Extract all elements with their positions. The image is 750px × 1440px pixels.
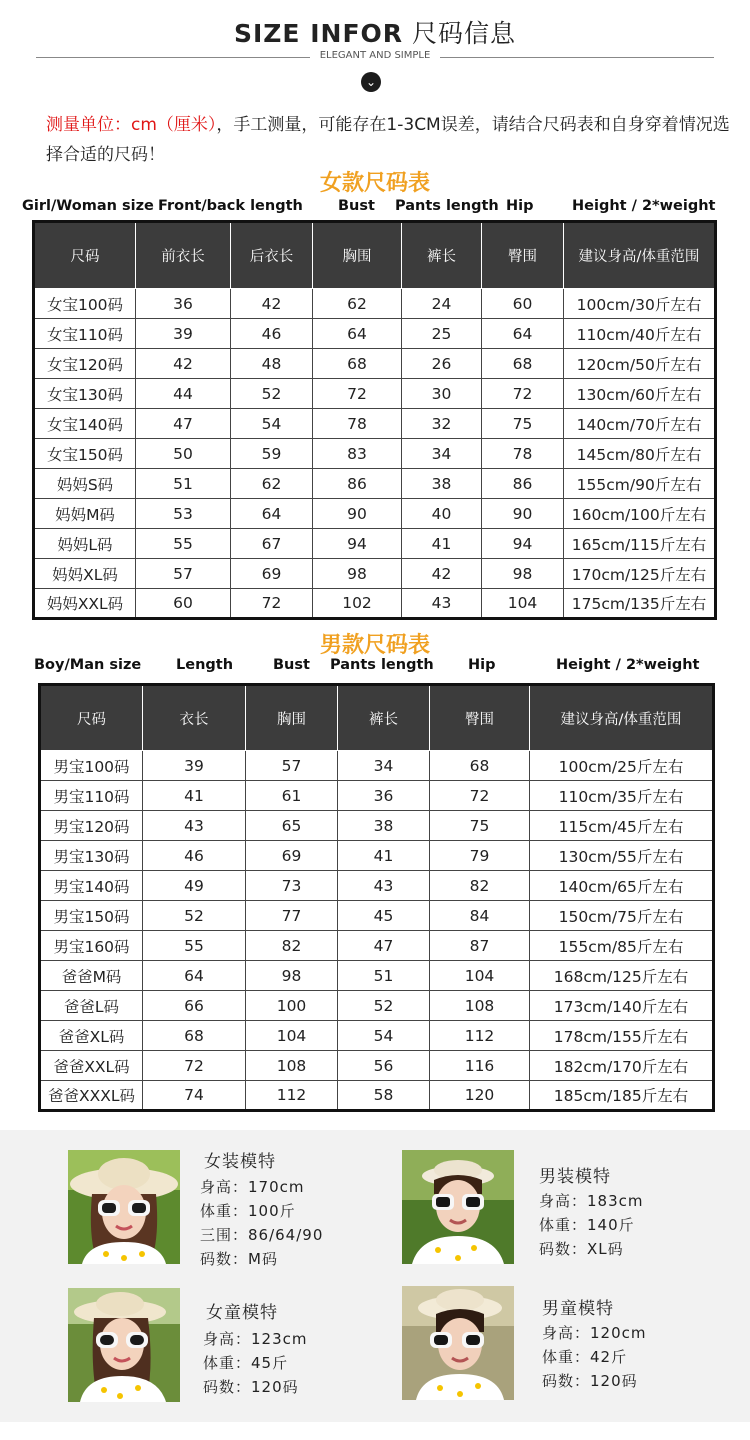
women-table-cell: 67 <box>231 529 313 559</box>
men-table-cell: 75 <box>430 811 530 841</box>
men-table-cell: 爸爸XXXL码 <box>40 1081 143 1111</box>
women-table-cell: 57 <box>136 559 231 589</box>
men-table-cell: 77 <box>246 901 338 931</box>
table-row <box>40 961 714 991</box>
women-model-title: 女装模特 <box>204 1152 276 1172</box>
women-table-cell: 145cm/80斤左右 <box>564 439 716 469</box>
table-row <box>40 1051 714 1081</box>
women-table-cell: 64 <box>482 319 564 349</box>
women-table-cell: 72 <box>231 589 313 619</box>
page-title <box>0 14 750 50</box>
men-table-cell: 爸爸L码 <box>40 991 143 1021</box>
women-table-cell: 39 <box>136 319 231 349</box>
men-table-cell: 52 <box>338 991 430 1021</box>
men-table-cell: 168cm/125斤左右 <box>530 961 714 991</box>
men-table-cell: 男宝110码 <box>40 781 143 811</box>
men-table-cell: 185cm/185斤左右 <box>530 1081 714 1111</box>
women-table-cell: 妈妈XL码 <box>34 559 136 589</box>
women-header-length: Front/back length <box>158 198 303 214</box>
men-table-cell: 108 <box>430 991 530 1021</box>
men-table-cell: 49 <box>143 871 246 901</box>
women-table-cell: 98 <box>313 559 402 589</box>
women-table-cell: 90 <box>313 499 402 529</box>
men-table-cell: 55 <box>143 931 246 961</box>
men-table-cell: 72 <box>143 1051 246 1081</box>
women-header-hip: Hip <box>506 198 534 214</box>
women-table-cell: 64 <box>313 319 402 349</box>
chevron-down-icon: ⌄ <box>361 72 381 92</box>
women-table-cell: 女宝150码 <box>34 439 136 469</box>
table-row <box>34 349 716 379</box>
men-header-size: Boy/Man size <box>34 657 142 673</box>
women-table-cell: 90 <box>482 499 564 529</box>
women-table-cell: 42 <box>402 559 482 589</box>
women-table-cell: 妈妈L码 <box>34 529 136 559</box>
men-table-cell: 45 <box>338 901 430 931</box>
men-table-cell: 82 <box>430 871 530 901</box>
table-row <box>40 931 714 961</box>
men-column-header: 裤长 <box>338 685 430 751</box>
women-table-cell: 62 <box>313 289 402 319</box>
women-table-cell: 155cm/90斤左右 <box>564 469 716 499</box>
women-table-cell: 83 <box>313 439 402 469</box>
women-table-cell: 妈妈M码 <box>34 499 136 529</box>
women-table-cell: 41 <box>402 529 482 559</box>
men-table-cell: 46 <box>143 841 246 871</box>
table-row <box>34 379 716 409</box>
men-table-cell: 115cm/45斤左右 <box>530 811 714 841</box>
women-table-cell: 46 <box>231 319 313 349</box>
men-table-cell: 110cm/35斤左右 <box>530 781 714 811</box>
men-table-cell: 130cm/55斤左右 <box>530 841 714 871</box>
men-size-title: 男款尺码表 <box>319 633 430 658</box>
women-table-cell: 69 <box>231 559 313 589</box>
table-row <box>40 841 714 871</box>
women-table-cell: 110cm/40斤左右 <box>564 319 716 349</box>
women-table-cell: 64 <box>231 499 313 529</box>
men-table-cell: 41 <box>143 781 246 811</box>
men-table-cell: 73 <box>246 871 338 901</box>
women-model-height: 身高：170cm <box>200 1178 305 1196</box>
table-row <box>34 409 716 439</box>
women-model-size: 码数：M码 <box>200 1250 278 1268</box>
men-table-cell: 58 <box>338 1081 430 1111</box>
men-model-size: 码数：XL码 <box>539 1240 624 1258</box>
men-table-cell: 104 <box>246 1021 338 1051</box>
girl-model-title: 女童模特 <box>206 1303 278 1323</box>
women-table-cell: 25 <box>402 319 482 349</box>
men-table-cell: 36 <box>338 781 430 811</box>
women-table-cell: 120cm/50斤左右 <box>564 349 716 379</box>
women-table-cell: 48 <box>231 349 313 379</box>
men-table-cell: 100cm/25斤左右 <box>530 751 714 781</box>
women-table-cell: 102 <box>313 589 402 619</box>
men-table-cell: 52 <box>143 901 246 931</box>
table-row <box>40 811 714 841</box>
men-table-cell: 男宝120码 <box>40 811 143 841</box>
table-row <box>34 319 716 349</box>
women-table-cell: 98 <box>482 559 564 589</box>
men-table-header <box>40 685 714 751</box>
boy-model-size: 码数：120码 <box>542 1372 638 1390</box>
men-table-cell: 43 <box>338 871 430 901</box>
women-table-cell: 44 <box>136 379 231 409</box>
men-table-cell: 182cm/170斤左右 <box>530 1051 714 1081</box>
men-table-cell: 150cm/75斤左右 <box>530 901 714 931</box>
subtitle: ELEGANT AND SIMPLE <box>0 50 750 61</box>
men-header-bust: Bust <box>273 657 310 673</box>
women-table-cell: 130cm/60斤左右 <box>564 379 716 409</box>
girl-model-size: 码数：120码 <box>203 1378 299 1396</box>
model-info-panel <box>0 1130 750 1422</box>
women-table-cell: 47 <box>136 409 231 439</box>
table-row <box>34 589 716 619</box>
table-row <box>34 559 716 589</box>
men-table-cell: 41 <box>338 841 430 871</box>
women-column-header: 前衣长 <box>136 222 231 289</box>
women-column-header: 胸围 <box>313 222 402 289</box>
women-table-cell: 78 <box>313 409 402 439</box>
men-column-header: 建议身高/体重范围 <box>530 685 714 751</box>
table-row <box>40 1081 714 1111</box>
boy-model-height: 身高：120cm <box>542 1324 647 1342</box>
men-table-cell: 116 <box>430 1051 530 1081</box>
men-table-cell: 84 <box>430 901 530 931</box>
women-table-cell: 140cm/70斤左右 <box>564 409 716 439</box>
measurement-unit: 测量单位：cm（厘米） <box>46 115 217 135</box>
women-table-cell: 42 <box>136 349 231 379</box>
men-table-cell: 178cm/155斤左右 <box>530 1021 714 1051</box>
men-table-cell: 108 <box>246 1051 338 1081</box>
women-table-cell: 60 <box>136 589 231 619</box>
women-table-cell: 50 <box>136 439 231 469</box>
men-table-cell: 140cm/65斤左右 <box>530 871 714 901</box>
table-row <box>34 469 716 499</box>
women-table-cell: 60 <box>482 289 564 319</box>
women-table-cell: 36 <box>136 289 231 319</box>
men-table-cell: 47 <box>338 931 430 961</box>
men-header-hip: Hip <box>468 657 496 673</box>
women-table-cell: 160cm/100斤左右 <box>564 499 716 529</box>
table-row <box>40 901 714 931</box>
men-model-height: 身高：183cm <box>539 1192 644 1210</box>
women-table-cell: 165cm/115斤左右 <box>564 529 716 559</box>
men-table-cell: 100 <box>246 991 338 1021</box>
men-table-cell: 112 <box>430 1021 530 1051</box>
table-row <box>40 1021 714 1051</box>
men-table-cell: 98 <box>246 961 338 991</box>
women-table-cell: 54 <box>231 409 313 439</box>
women-table-cell: 72 <box>482 379 564 409</box>
notice-text: ，手工测量，可能存在1-3CM误差，请结合尺码表和自身穿着情况选择合适的尺码！ <box>46 115 730 165</box>
women-table-cell: 86 <box>313 469 402 499</box>
table-row <box>40 781 714 811</box>
men-table-cell: 男宝150码 <box>40 901 143 931</box>
women-table-cell: 75 <box>482 409 564 439</box>
table-row <box>40 991 714 1021</box>
women-table-cell: 女宝100码 <box>34 289 136 319</box>
women-table-cell: 34 <box>402 439 482 469</box>
women-table-cell: 51 <box>136 469 231 499</box>
men-header-height: Height / 2*weight <box>556 657 700 673</box>
women-table-cell: 女宝130码 <box>34 379 136 409</box>
women-column-header: 尺码 <box>34 222 136 289</box>
measurement-notice <box>46 110 736 170</box>
title-chinese: 尺码信息 <box>411 19 516 48</box>
men-table-cell: 男宝160码 <box>40 931 143 961</box>
men-table-cell: 82 <box>246 931 338 961</box>
women-table-cell: 55 <box>136 529 231 559</box>
men-table-cell: 69 <box>246 841 338 871</box>
men-model-weight: 体重：140斤 <box>539 1216 635 1234</box>
men-model-photo <box>402 1150 514 1264</box>
women-table-cell: 68 <box>482 349 564 379</box>
men-table-cell: 87 <box>430 931 530 961</box>
women-column-header: 裤长 <box>402 222 482 289</box>
women-table-cell: 53 <box>136 499 231 529</box>
men-table-cell: 65 <box>246 811 338 841</box>
men-header-pants: Pants length <box>330 657 434 673</box>
women-table-cell: 38 <box>402 469 482 499</box>
women-table-cell: 68 <box>313 349 402 379</box>
boy-model-weight: 体重：42斤 <box>542 1348 628 1366</box>
women-header-bust: Bust <box>338 198 375 214</box>
table-row <box>34 529 716 559</box>
women-table-cell: 43 <box>402 589 482 619</box>
men-table-cell: 120 <box>430 1081 530 1111</box>
men-table-cell: 68 <box>143 1021 246 1051</box>
men-table-cell: 38 <box>338 811 430 841</box>
men-column-header: 胸围 <box>246 685 338 751</box>
women-table-cell: 女宝120码 <box>34 349 136 379</box>
women-header-size: Girl/Woman size <box>22 198 154 214</box>
men-table-cell: 56 <box>338 1051 430 1081</box>
women-table-cell: 78 <box>482 439 564 469</box>
men-table-cell: 男宝100码 <box>40 751 143 781</box>
men-size-table <box>38 683 715 1112</box>
women-header-height: Height / 2*weight <box>572 198 716 214</box>
women-size-title: 女款尺码表 <box>319 171 430 196</box>
women-table-header <box>34 222 716 289</box>
men-table-cell: 爸爸XL码 <box>40 1021 143 1051</box>
men-header-length: Length <box>176 657 234 673</box>
men-table-cell: 155cm/85斤左右 <box>530 931 714 961</box>
men-table-cell: 173cm/140斤左右 <box>530 991 714 1021</box>
men-table-cell: 68 <box>430 751 530 781</box>
women-table-cell: 女宝110码 <box>34 319 136 349</box>
women-table-cell: 175cm/135斤左右 <box>564 589 716 619</box>
women-table-cell: 女宝140码 <box>34 409 136 439</box>
women-table-cell: 42 <box>231 289 313 319</box>
men-table-cell: 43 <box>143 811 246 841</box>
men-table-cell: 112 <box>246 1081 338 1111</box>
women-table-cell: 104 <box>482 589 564 619</box>
men-table-cell: 64 <box>143 961 246 991</box>
table-row <box>40 751 714 781</box>
women-table-cell: 72 <box>313 379 402 409</box>
women-table-cell: 94 <box>482 529 564 559</box>
women-table-cell: 24 <box>402 289 482 319</box>
women-table-cell: 94 <box>313 529 402 559</box>
men-table-cell: 男宝140码 <box>40 871 143 901</box>
table-row <box>34 499 716 529</box>
women-table-cell: 32 <box>402 409 482 439</box>
men-table-cell: 54 <box>338 1021 430 1051</box>
men-table-cell: 爸爸XXL码 <box>40 1051 143 1081</box>
women-table-cell: 100cm/30斤左右 <box>564 289 716 319</box>
men-table-cell: 72 <box>430 781 530 811</box>
women-table-cell: 62 <box>231 469 313 499</box>
men-table-cell: 61 <box>246 781 338 811</box>
men-table-cell: 男宝130码 <box>40 841 143 871</box>
women-model-weight: 体重：100斤 <box>200 1202 296 1220</box>
men-table-cell: 34 <box>338 751 430 781</box>
women-table-cell: 30 <box>402 379 482 409</box>
women-column-header: 臀围 <box>482 222 564 289</box>
girl-model-weight: 体重：45斤 <box>203 1354 289 1372</box>
men-table-cell: 39 <box>143 751 246 781</box>
men-table-cell: 66 <box>143 991 246 1021</box>
women-table-cell: 26 <box>402 349 482 379</box>
women-column-header: 建议身高/体重范围 <box>564 222 716 289</box>
men-table-cell: 74 <box>143 1081 246 1111</box>
women-table-cell: 40 <box>402 499 482 529</box>
boy-model-photo <box>402 1286 514 1400</box>
men-column-header: 尺码 <box>40 685 143 751</box>
women-table-cell: 妈妈S码 <box>34 469 136 499</box>
men-column-header: 臀围 <box>430 685 530 751</box>
women-model-photo <box>68 1150 180 1264</box>
table-row <box>40 871 714 901</box>
table-row <box>34 289 716 319</box>
men-table-cell: 79 <box>430 841 530 871</box>
women-header-pants: Pants length <box>395 198 499 214</box>
women-table-cell: 86 <box>482 469 564 499</box>
title-english: SIZE INFOR <box>234 19 404 48</box>
boy-model-title: 男童模特 <box>542 1299 614 1319</box>
women-table-cell: 52 <box>231 379 313 409</box>
men-table-cell: 104 <box>430 961 530 991</box>
women-table-cell: 170cm/125斤左右 <box>564 559 716 589</box>
table-row <box>34 439 716 469</box>
men-table-cell: 爸爸M码 <box>40 961 143 991</box>
girl-model-photo <box>68 1288 180 1402</box>
women-table-cell: 妈妈XXL码 <box>34 589 136 619</box>
girl-model-height: 身高：123cm <box>203 1330 308 1348</box>
women-table-cell: 59 <box>231 439 313 469</box>
men-table-cell: 51 <box>338 961 430 991</box>
men-model-title: 男装模特 <box>539 1167 611 1187</box>
women-column-header: 后衣长 <box>231 222 313 289</box>
men-table-cell: 57 <box>246 751 338 781</box>
women-size-table <box>32 220 717 620</box>
men-column-header: 衣长 <box>143 685 246 751</box>
women-model-measurements: 三围：86/64/90 <box>200 1226 324 1244</box>
